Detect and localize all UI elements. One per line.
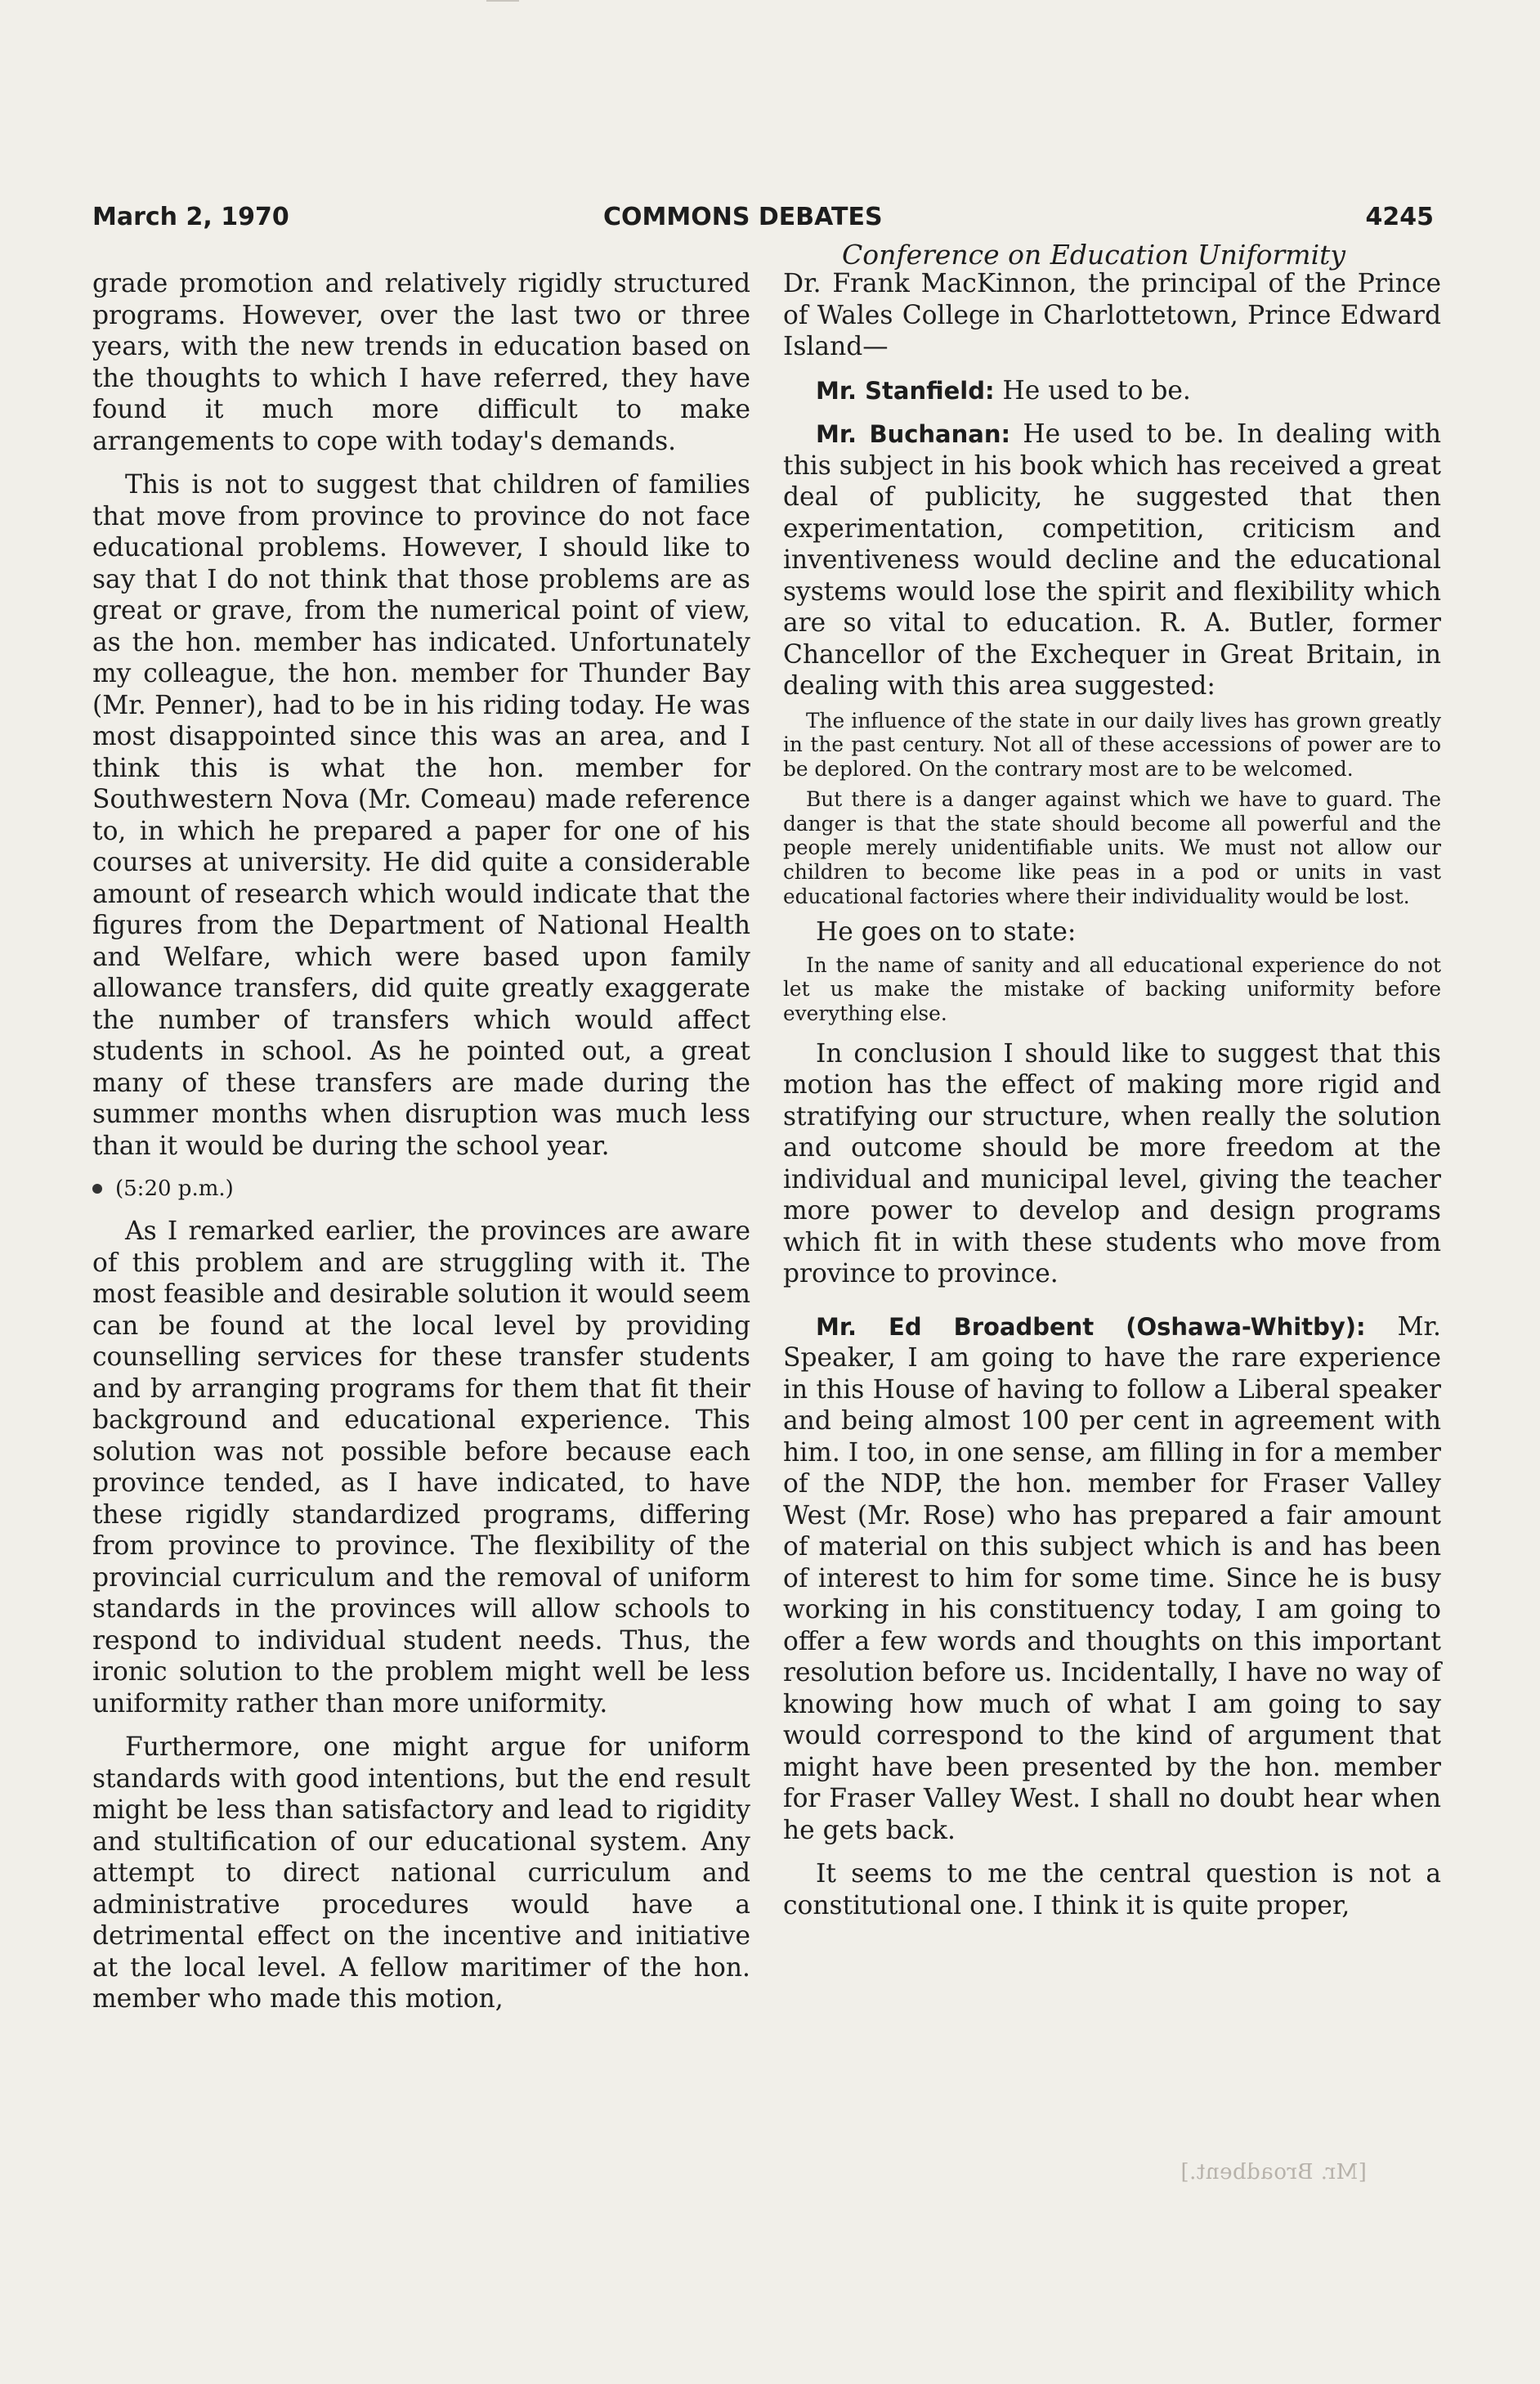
broadbent-statement <box>783 1311 1441 1847</box>
left-paragraph-2: This is not to suggest that children of families that move from province to province do not face educational problems. However, I should like to say that I do not think that those problems are as great or grave, from the numerical point of view, as the hon. member has indicated. Unfortunately my colleague, the hon. member for Thunder Bay (Mr. Penner), had to be in his riding today. He was most disappointed since this was an area, and I think this is what the hon. member for Southwestern Nova (Mr. Comeau) made reference to, in which he prepared a paper for one of his courses at university. He did quite a considerable amount of research which would indicate that the figures from the Department of National Health and Welfare, which were based upon family allowance transfers, did quite greatly exaggerate the number of transfers which would affect students in school. As he pointed out, a great many of these transfers are made during the summer months when disruption was much less than it would be during the school year. <box>92 470 750 1161</box>
quote-1: The influence of the state in our daily lives has grown greatly in the past century. Not all of these accessions of power are to be deplored. On the contrary most are to be welcomed. <box>783 708 1441 781</box>
goes-on-text: He goes on to state: <box>816 917 1077 948</box>
right-column <box>783 268 1441 1921</box>
quote-3: In the name of sanity and all educational experience do not let us make the mistake of backing uniformity before everything else. <box>783 952 1441 1025</box>
left-paragraph-4: Furthermore, one might argue for uniform standards with good intentions, but the end result might be less than satisfactory and lead to rigidity and stultification of our educational system. Any attempt to direct national curriculum and administrative procedures would have a detrimental effect on the incentive and initiative at the local level. A fellow maritimer of the hon. member who made this motion, <box>92 1732 750 2014</box>
speaker-stanfield: Mr. Stanfield: <box>816 376 995 405</box>
right-paragraph-1: Dr. Frank MacKinnon, the principal of the Prince of Wales College in Charlottetown, Prince Edward Island— <box>783 269 1441 361</box>
bullet-icon <box>92 1184 102 1194</box>
buchanan-statement <box>783 419 1441 702</box>
time-stamp <box>92 1174 750 1203</box>
running-subject: Conference on Education Uniformity <box>842 239 1346 271</box>
speaker-buchanan: Mr. Buchanan: <box>816 420 1011 448</box>
page-number: 4245 <box>1365 203 1434 231</box>
left-column <box>92 268 750 2015</box>
page-header <box>92 198 1434 237</box>
page-edge-mark <box>486 0 519 2</box>
buchanan-text: He used to be. In dealing with this subject in his book which has received a great deal of publicity, he suggested that then experimentation, competition, criticism and inventiveness would decline and the educational systems would lose the spirit and flexibility which are so vital to education. R. A. Butler, former Chancellor of the Exchequer in Great Britain, in dealing with this area suggested: <box>783 419 1441 701</box>
left-paragraph-1: grade promotion and relatively rigidly structured programs. However, over the last two or three years, with the new trends in education based on the thoughts to which I have referred, they have found it much more difficult to make arrangements to cope with today's demands. <box>92 269 750 456</box>
stanfield-statement <box>783 375 1441 407</box>
conclusion-paragraph: In conclusion I should like to suggest that this motion has the effect of making more rigid and stratifying our structure, when really the solution and outcome should be more freedom at the individual and municipal level, giving the teacher more power to develop and design programs which fit in with these students who move from province to province. <box>783 1038 1441 1289</box>
stanfield-text: He used to be. <box>1002 375 1191 406</box>
left-paragraph-3: As I remarked earlier, the provinces are aware of this problem and are struggling with it. The most feasible and desirable solution it would seem can be found at the local level by providing counselling services for these transfer students and by arranging programs for them that fit their background and educational experience. This solution was not possible before because each province tended, as I have indicated, to have these rigidly standardized programs, differing from province to province. The flexibility of the provincial curriculum and the removal of uniform standards in the provinces will allow schools to respond to individual student needs. Thus, the ironic solution to the problem might well be less uniformity rather than more uniformity. <box>92 1217 750 1719</box>
final-paragraph: It seems to me the central question is not a constitutional one. I think it is quite proper, <box>783 1859 1441 1920</box>
quote-2: But there is a danger against which we have to guard. The danger is that the state should become all powerful and the people merely unidentifiable units. We must not allow our children to become like peas in a pod or units in vast educational factories where their individuality would be lost. <box>783 787 1441 908</box>
time-stamp-text: (5:20 p.m.) <box>115 1176 234 1201</box>
broadbent-text: Mr. Speaker, I am going to have the rare experience in this House of having to follow a Liberal speaker and being almost 100 per cent in agreement with him. I too, in one sense, am filling in for a member of the NDP, the hon. member for Fraser Valley West (Mr. Rose) who has prepared a fair amount of material on this subject which is and has been of interest to him for some time. Since he is busy working in his constituency today, I am going to offer a few words and thoughts on this important resolution before us. Incidentally, I have no way of knowing how much of what I am going to say would correspond to the kind of argument that might have been presented by the hon. member for Fraser Valley West. I shall no doubt hear when he gets back. <box>783 1311 1442 1845</box>
speaker-broadbent: Mr. Ed Broadbent (Oshawa-Whitby): <box>816 1312 1366 1341</box>
footer-note: [Mr. Broadbent.] <box>1180 2160 1367 2185</box>
header-date: March 2, 1970 <box>92 203 289 231</box>
header-title: COMMONS DEBATES <box>603 203 883 231</box>
